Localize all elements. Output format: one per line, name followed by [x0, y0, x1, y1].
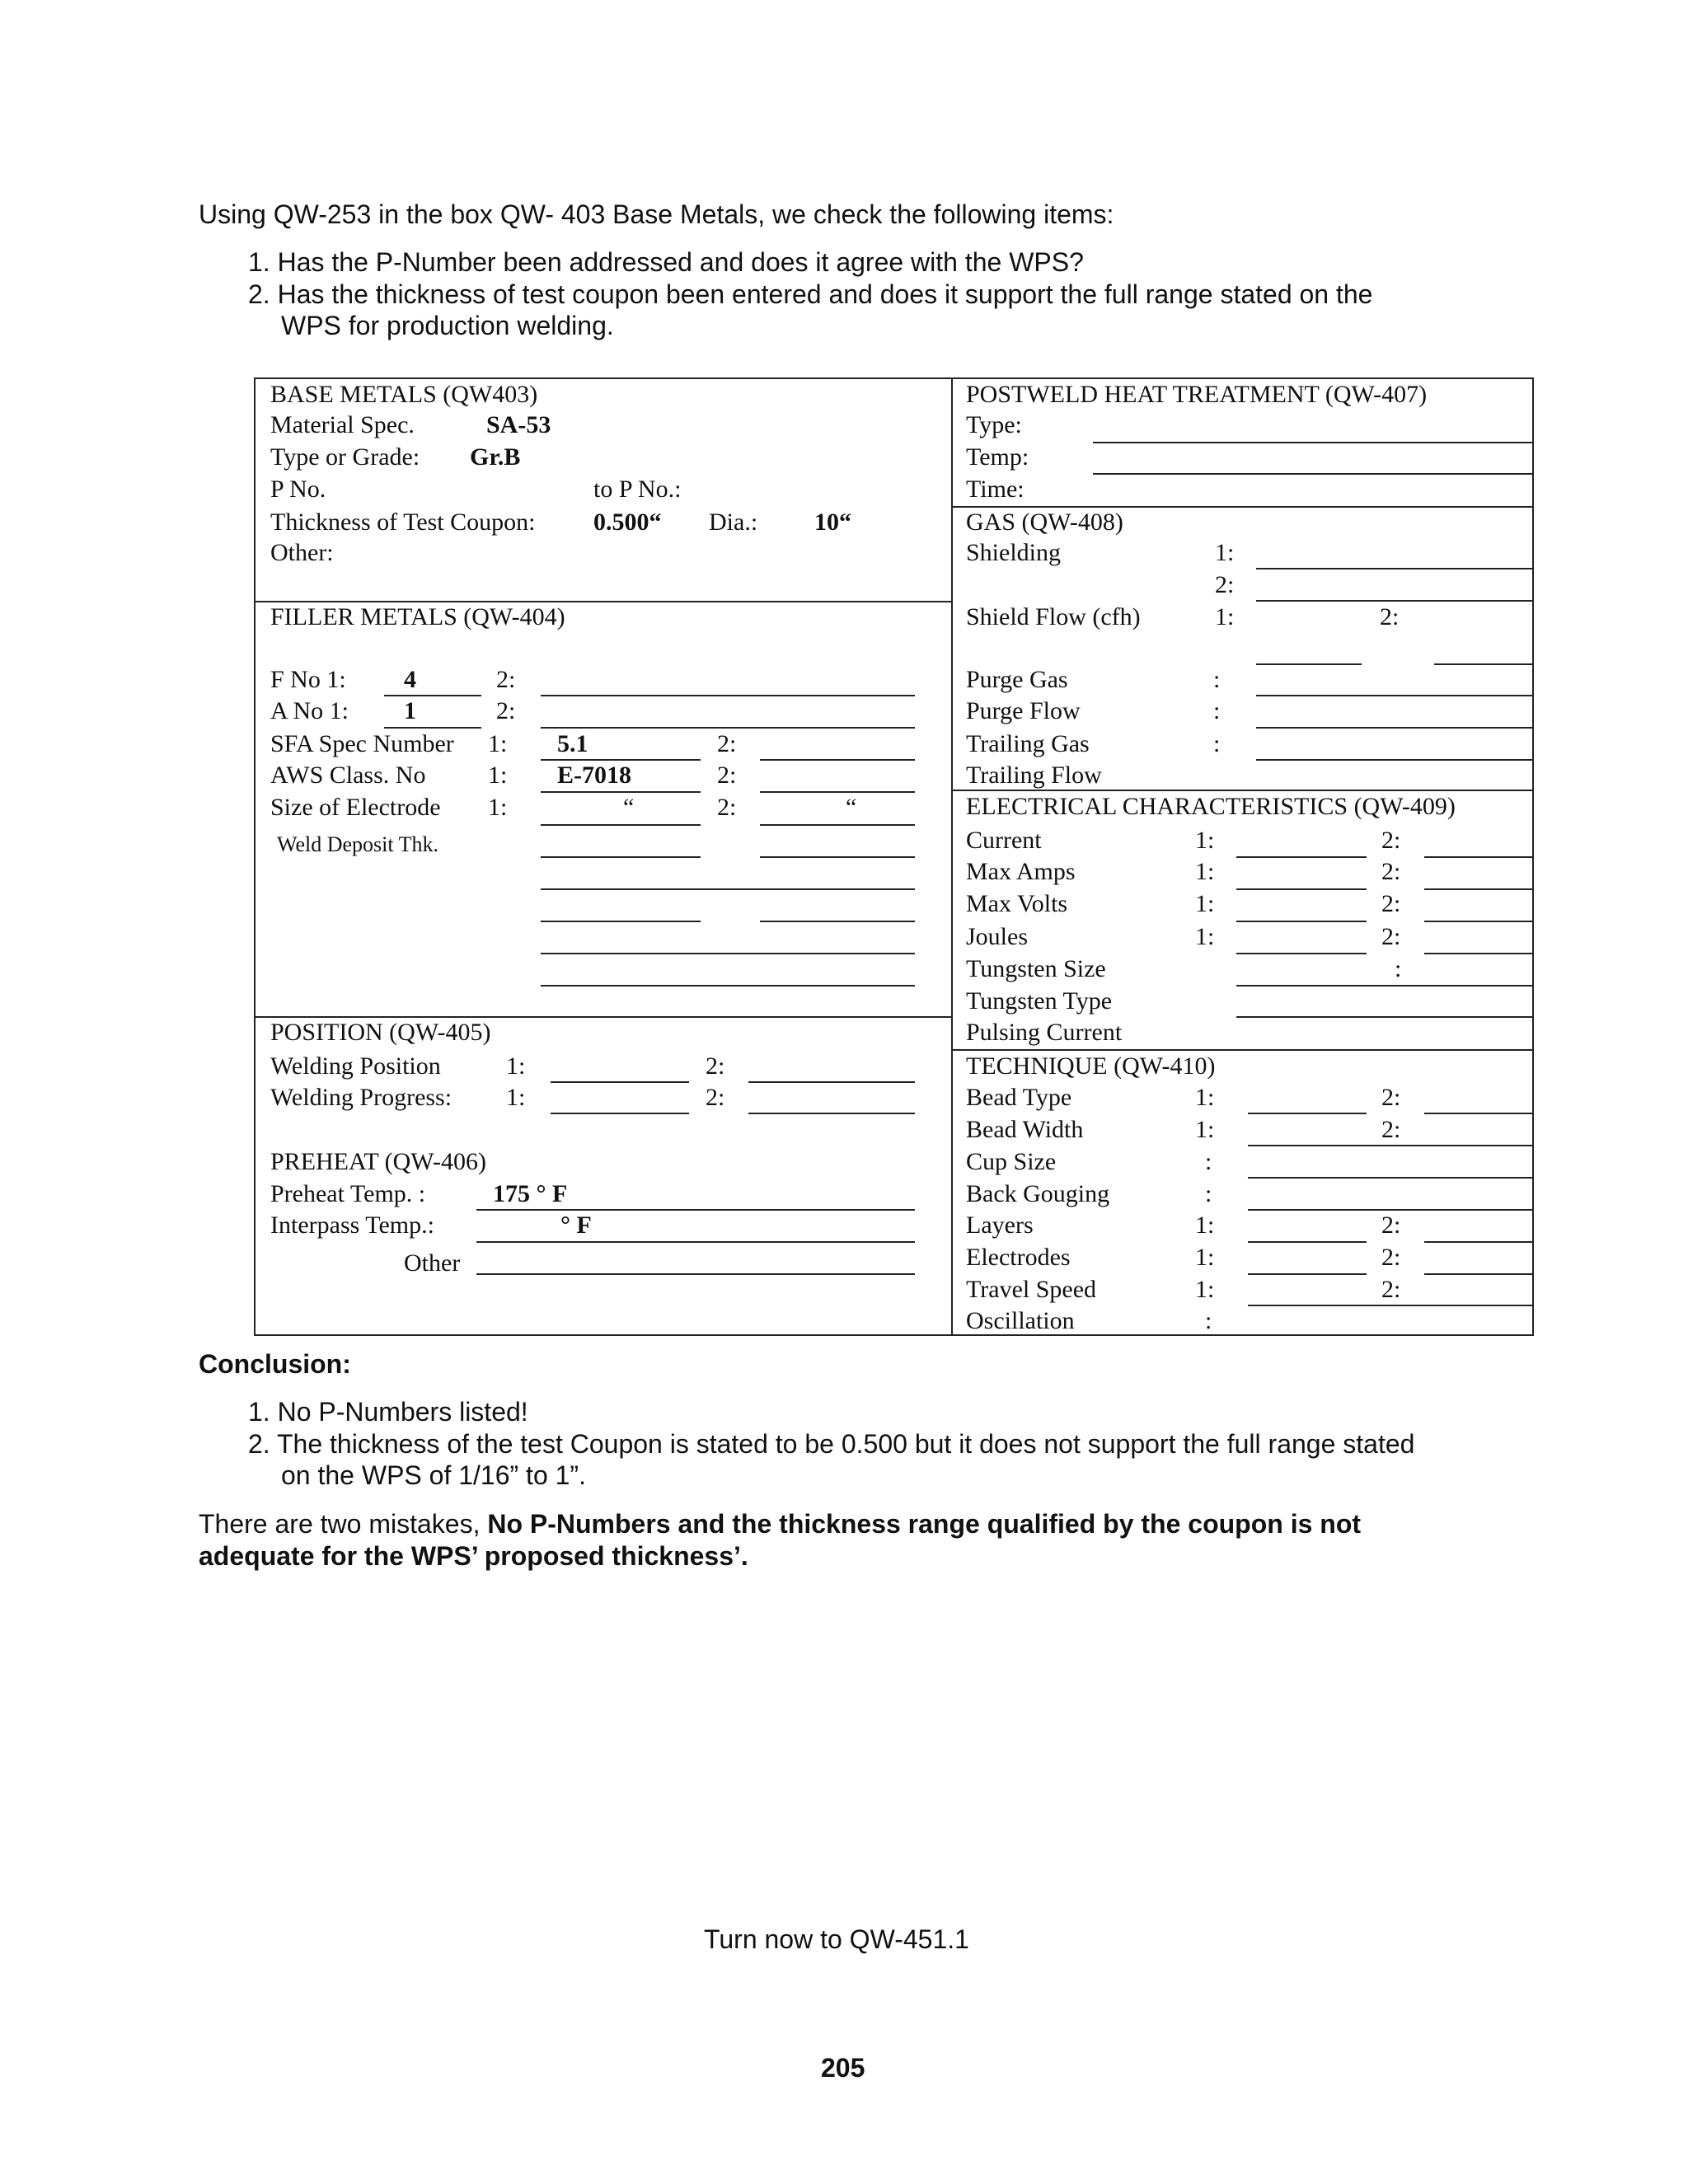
purge-gas-colon: :: [1213, 666, 1221, 693]
travel-speed-1-label: 1:: [1195, 1276, 1215, 1303]
bead-width-2-label: 2:: [1381, 1116, 1401, 1143]
purge-flow-colon: :: [1213, 697, 1221, 724]
weld-deposit-label: Weld Deposit Thk.: [277, 832, 439, 856]
joules-2-label: 2:: [1381, 923, 1401, 950]
current-2-label: 2:: [1381, 827, 1401, 854]
conclusion-item-2: 2. The thickness of the test Coupon is stated to be 0.500 but it does not support the full range stated: [248, 1429, 1415, 1459]
layers-2-line[interactable]: [1424, 1241, 1534, 1243]
conclusion-item-2-cont: on the WPS of 1/16” to 1”.: [281, 1460, 586, 1490]
thickness-label: Thickness of Test Coupon:: [270, 509, 536, 536]
interpass-label: Interpass Temp.:: [270, 1212, 434, 1239]
joules-1-line[interactable]: [1236, 953, 1367, 954]
shield-flow-label: Shield Flow (cfh): [966, 603, 1141, 630]
max-volts-1-label: 1:: [1195, 890, 1215, 917]
bead-type-2-label: 2:: [1381, 1084, 1401, 1111]
tungsten-size-label: Tungsten Size: [966, 955, 1106, 982]
size-2-line[interactable]: [760, 824, 915, 826]
joules-2-line[interactable]: [1424, 953, 1534, 954]
f-no-2-label: 2:: [496, 666, 516, 693]
aws-label: AWS Class. No: [270, 762, 426, 789]
max-volts-2-line[interactable]: [1424, 921, 1534, 922]
interpass-line[interactable]: [476, 1241, 915, 1243]
welding-progress-1-line[interactable]: [551, 1113, 689, 1114]
sfa-2-label: 2:: [717, 730, 737, 757]
electrical-title: ELECTRICAL CHARACTERISTICS (QW-409): [966, 793, 1456, 820]
tungsten-type-label: Tungsten Type: [966, 987, 1113, 1015]
form-center-divider: [951, 377, 953, 1336]
preheat-other-line[interactable]: [476, 1273, 915, 1275]
divider-filler-position: [254, 1016, 951, 1018]
travel-speed-line[interactable]: [1248, 1305, 1534, 1306]
summary-plain: There are two mistakes,: [199, 1509, 488, 1539]
current-2-line[interactable]: [1424, 856, 1534, 858]
purge-flow-line[interactable]: [1256, 727, 1534, 729]
base-metals-title: BASE METALS (QW403): [270, 381, 538, 408]
trailing-gas-label: Trailing Gas: [966, 730, 1090, 757]
max-volts-1-line[interactable]: [1236, 921, 1367, 922]
welding-position-2-label: 2:: [706, 1052, 725, 1080]
preheat-temp-label: Preheat Temp. :: [270, 1180, 426, 1207]
check-item-1: 1. Has the P-Number been addressed and does it agree with the WPS?: [248, 247, 1084, 277]
pwht-temp-label: Temp:: [966, 443, 1029, 471]
preheat-title: PREHEAT (QW-406): [270, 1148, 486, 1175]
oscillation-colon: :: [1205, 1307, 1212, 1334]
layers-1-line[interactable]: [1248, 1241, 1367, 1243]
shielding-1-line[interactable]: [1256, 568, 1534, 569]
current-1-label: 1:: [1195, 827, 1215, 854]
pwht-time-label: Time:: [966, 476, 1025, 503]
material-spec-label: Material Spec.: [270, 411, 415, 438]
f-no-value: 4: [404, 666, 416, 693]
max-amps-2-line[interactable]: [1424, 888, 1534, 890]
layers-1-label: 1:: [1195, 1212, 1215, 1239]
layers-2-label: 2:: [1381, 1212, 1401, 1239]
type-grade-value: Gr.B: [470, 443, 521, 471]
bead-width-line[interactable]: [1248, 1145, 1534, 1146]
page-number: 205: [821, 2053, 865, 2083]
weld-deposit-line-2[interactable]: [541, 888, 915, 890]
cup-size-label: Cup Size: [966, 1148, 1057, 1175]
f-no-1-line[interactable]: [384, 695, 481, 696]
bead-type-1-line[interactable]: [1248, 1113, 1367, 1114]
aws-value: E-7018: [557, 762, 631, 789]
trailing-flow-label: Trailing Flow: [966, 762, 1102, 789]
travel-speed-2-label: 2:: [1381, 1276, 1401, 1303]
summary-bold-1: No P-Numbers and the thickness range qualified by the coupon is not: [487, 1509, 1362, 1539]
f-no-label: F No 1:: [270, 666, 346, 693]
divider-electrical-technique: [951, 1049, 1534, 1051]
weld-deposit-line-3b[interactable]: [760, 921, 915, 922]
max-amps-1-label: 1:: [1195, 858, 1215, 885]
bead-type-label: Bead Type: [966, 1084, 1072, 1111]
weld-deposit-line-1b[interactable]: [760, 856, 915, 858]
bead-type-1-label: 1:: [1195, 1084, 1215, 1111]
shielding-1-label: 1:: [1215, 539, 1235, 566]
check-item-2: 2. Has the thickness of test coupon been entered and does it support the full range stated on the: [248, 279, 1373, 309]
max-amps-1-line[interactable]: [1236, 888, 1367, 890]
bead-width-label: Bead Width: [966, 1116, 1084, 1143]
intro-text: Using QW-253 in the box QW- 403 Base Metals, we check the following items:: [199, 199, 1114, 229]
p-no-label: P No.: [270, 476, 326, 503]
pulsing-label: Pulsing Current: [966, 1019, 1123, 1046]
cup-size-colon: :: [1205, 1148, 1212, 1175]
shielding-2-line[interactable]: [1256, 600, 1534, 602]
pwht-type-line[interactable]: [1093, 442, 1534, 443]
weld-deposit-line-1a[interactable]: [541, 856, 701, 858]
max-volts-label: Max Volts: [966, 890, 1068, 917]
a-no-value: 1: [404, 697, 416, 724]
sfa-1-line[interactable]: [541, 759, 701, 761]
type-grade-label: Type or Grade:: [270, 443, 420, 471]
size-1-line[interactable]: [541, 824, 701, 826]
a-no-label: A No 1:: [270, 697, 349, 724]
filler-metals-title: FILLER METALS (QW-404): [270, 603, 565, 630]
back-gouging-line[interactable]: [1248, 1209, 1534, 1211]
divider-gas-electrical: [951, 790, 1534, 791]
size-1-mark: “: [623, 794, 635, 821]
pwht-temp-line[interactable]: [1093, 473, 1534, 475]
joules-1-label: 1:: [1195, 923, 1215, 950]
current-label: Current: [966, 827, 1042, 854]
shield-flow-1-line[interactable]: [1256, 663, 1362, 665]
trailing-gas-colon: :: [1213, 730, 1221, 757]
electrodes-1-label: 1:: [1195, 1244, 1215, 1271]
a-no-1-line[interactable]: [384, 727, 481, 729]
position-title: POSITION (QW-405): [270, 1019, 491, 1046]
shield-flow-2-line[interactable]: [1434, 663, 1534, 665]
other-label: Other:: [270, 539, 334, 566]
material-spec-value: SA-53: [486, 411, 551, 438]
shielding-label: Shielding: [966, 539, 1062, 566]
layers-label: Layers: [966, 1212, 1034, 1239]
max-amps-label: Max Amps: [966, 858, 1076, 885]
to-p-no-label: to P No.:: [593, 476, 682, 503]
turn-now-text: Turn now to QW-451.1: [704, 1924, 969, 1954]
technique-title: TECHNIQUE (QW-410): [966, 1052, 1216, 1080]
welding-progress-2-line[interactable]: [748, 1113, 915, 1114]
pwht-title: POSTWELD HEAT TREATMENT (QW-407): [966, 381, 1428, 408]
current-1-line[interactable]: [1236, 856, 1367, 858]
purge-gas-line[interactable]: [1256, 695, 1534, 696]
welding-position-1-line[interactable]: [551, 1081, 689, 1083]
summary-line-1: [199, 1508, 1361, 1540]
oscillation-label: Oscillation: [966, 1307, 1075, 1334]
electrodes-2-line[interactable]: [1424, 1273, 1534, 1275]
back-gouging-label: Back Gouging: [966, 1180, 1110, 1207]
sfa-2-line[interactable]: [760, 759, 915, 761]
weld-deposit-line-5[interactable]: [541, 985, 915, 987]
size-label: Size of Electrode: [270, 794, 441, 821]
preheat-temp-line[interactable]: [476, 1209, 915, 1211]
purge-flow-label: Purge Flow: [966, 697, 1081, 724]
gas-title: GAS (QW-408): [966, 509, 1123, 536]
aws-2-label: 2:: [717, 762, 737, 789]
aws-1-label: 1:: [488, 762, 508, 789]
welding-position-1-label: 1:: [506, 1052, 526, 1080]
shield-flow-2-label: 2:: [1380, 603, 1400, 630]
sfa-1-label: 1:: [488, 730, 508, 757]
sfa-label: SFA Spec Number: [270, 730, 454, 757]
purge-gas-label: Purge Gas: [966, 666, 1068, 693]
a-no-2-line[interactable]: [541, 727, 915, 729]
preheat-temp-value: 175 ° F: [493, 1180, 568, 1207]
f-no-2-line[interactable]: [541, 695, 915, 696]
max-volts-2-label: 2:: [1381, 890, 1401, 917]
preheat-other-label: Other: [404, 1249, 461, 1277]
dia-value: 10“: [814, 509, 851, 536]
welding-progress-2-label: 2:: [706, 1084, 725, 1111]
shield-flow-1-label: 1:: [1215, 603, 1235, 630]
summary-line-2: adequate for the WPS’ proposed thickness’.: [199, 1541, 748, 1571]
bead-width-1-label: 1:: [1195, 1116, 1215, 1143]
check-item-2-cont: WPS for production welding.: [281, 311, 614, 340]
tungsten-type-line[interactable]: [1236, 1016, 1534, 1018]
divider-base-filler: [254, 601, 951, 602]
trailing-gas-line[interactable]: [1256, 759, 1534, 761]
weld-deposit-line-3a[interactable]: [541, 921, 701, 922]
welding-progress-1-label: 1:: [506, 1084, 526, 1111]
max-amps-2-label: 2:: [1381, 858, 1401, 885]
sfa-value: 5.1: [557, 730, 588, 757]
welding-position-label: Welding Position: [270, 1052, 441, 1080]
dia-label: Dia.:: [709, 509, 758, 536]
aws-2-line[interactable]: [760, 791, 915, 793]
electrodes-label: Electrodes: [966, 1244, 1071, 1271]
pwht-type-label: Type:: [966, 411, 1022, 438]
a-no-2-label: 2:: [496, 697, 516, 724]
aws-1-line[interactable]: [541, 791, 701, 793]
welding-position-2-line[interactable]: [748, 1081, 915, 1083]
travel-speed-label: Travel Speed: [966, 1276, 1097, 1303]
electrodes-1-line[interactable]: [1248, 1273, 1367, 1275]
back-gouging-colon: :: [1205, 1180, 1212, 1207]
tungsten-size-line[interactable]: [1236, 985, 1534, 987]
interpass-value: ° F: [560, 1212, 592, 1239]
tungsten-size-colon: :: [1395, 955, 1402, 982]
weld-deposit-line-4[interactable]: [541, 953, 915, 954]
shielding-2-label: 2:: [1215, 571, 1235, 598]
cup-size-line[interactable]: [1248, 1177, 1534, 1179]
size-1-label: 1:: [488, 794, 508, 821]
conclusion-item-1: 1. No P-Numbers listed!: [248, 1397, 528, 1427]
thickness-value: 0.500“: [593, 509, 662, 536]
bead-type-2-line[interactable]: [1424, 1113, 1534, 1114]
divider-pwht-gas: [951, 506, 1534, 508]
size-2-label: 2:: [717, 794, 737, 821]
electrodes-2-label: 2:: [1381, 1244, 1401, 1271]
welding-progress-label: Welding Progress:: [270, 1084, 452, 1111]
size-2-mark: “: [846, 794, 857, 821]
conclusion-heading: Conclusion:: [199, 1349, 351, 1379]
joules-label: Joules: [966, 923, 1028, 950]
